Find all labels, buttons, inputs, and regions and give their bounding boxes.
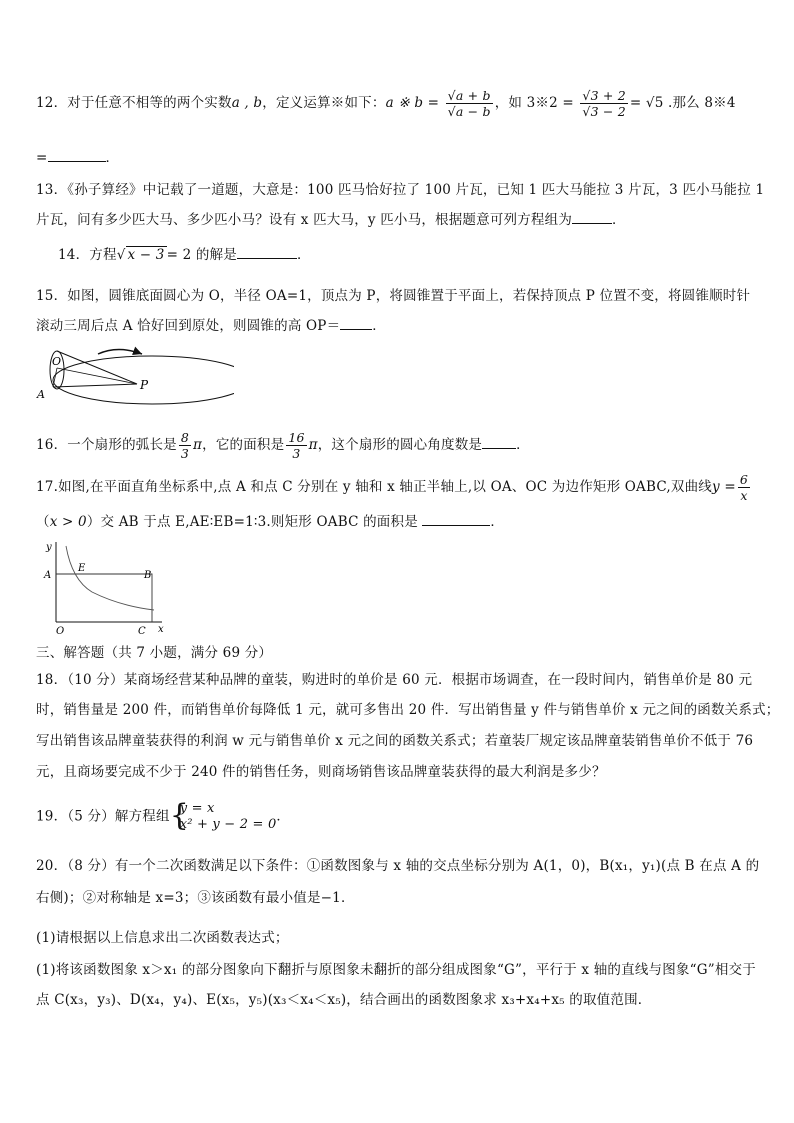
q17-function-lhs: y = (712, 479, 736, 495)
section-heading: 三、解答题（共 7 小题，满分 69 分） (36, 645, 273, 661)
cone-height-op (57, 368, 137, 384)
q12-text: 12．对于任意不相等的两个实数 (36, 95, 232, 111)
q15-end: ． (372, 318, 386, 334)
q17-end: ． (490, 514, 505, 530)
question-18-line-1: 18．（10 分）某商场经营某种品牌的童装，购进时的单价是 60 元．根据市场调查，在一段时间内，销售单价是 80 元 (36, 672, 753, 688)
point-label-e: E (78, 563, 86, 574)
cone-rolling-figure (34, 340, 234, 408)
fraction-numerator: 16 (288, 430, 305, 445)
fraction-numerator: 6 (739, 472, 749, 487)
hyperbola-curve (66, 546, 154, 610)
q12-equals: = (36, 150, 48, 166)
rectangle-hyperbola-figure (36, 538, 172, 634)
q17-hyperbola-fraction (738, 472, 750, 503)
answer-blank[interactable] (48, 161, 106, 162)
q17-text: 17.如图,在平面直角坐标系中,点 A 和点 C 分别在 y 轴和 x 轴正半轴上,以 OA、OC 为边作矩形 OABC,双曲线 (36, 479, 713, 495)
question-13-line-1: 13．《孙子算经》中记载了一道题，大意是：100 匹马恰好拉了 100 片瓦，已知 1 匹大马能拉 3 片瓦，3 匹小马能拉 1 (36, 182, 765, 198)
radical-sign: √ (116, 247, 126, 263)
q12-text: = √5 .那么 8※4 (629, 95, 736, 111)
question-19 (36, 798, 291, 833)
point-label-p: P (140, 378, 149, 392)
q14-radicand: x − 3 (127, 247, 165, 263)
point-label-a: A (44, 570, 52, 581)
question-18-line-3: 写出销售该品牌童装获得的利润 w 元与销售单价 x 元之间的函数关系式；若童装厂规定该品牌童装销售单价不低于 76 (36, 733, 754, 749)
q14-text: = 2 的解是 (166, 247, 237, 263)
rectangle-oabc (56, 574, 152, 622)
q16-end: ． (516, 437, 530, 453)
q19-end: ． (276, 808, 291, 825)
point-label-b: B (144, 570, 152, 581)
fraction-denominator: 3 (292, 446, 301, 461)
point-label-o: O (56, 626, 65, 634)
q17-text: ）交 AB 于点 E,AE∶EB=1∶3.则矩形 OABC 的面积是 (86, 514, 418, 530)
q17-condition: x > 0 (49, 514, 87, 530)
fraction-denominator: x (740, 488, 748, 503)
question-12-line-1 (36, 88, 736, 119)
fraction-denominator: √a − b (447, 104, 491, 119)
question-15-line-2 (36, 314, 386, 334)
answer-blank[interactable] (237, 258, 297, 259)
cone-edge-top (57, 351, 137, 384)
point-label-a: A (37, 388, 45, 401)
q19-text: 19．（5 分）解方程组 (36, 808, 170, 825)
equation-1: y = x (179, 801, 215, 816)
answer-blank[interactable] (572, 223, 612, 224)
pi-symbol: π (308, 437, 318, 453)
question-17-line-1 (36, 472, 752, 503)
q12-text: ，定义运算※如下： (262, 95, 386, 111)
axis-label-x: x (158, 624, 164, 634)
brace-symbol: { (169, 798, 190, 833)
q12-fraction-example (580, 88, 628, 119)
answer-blank[interactable] (422, 525, 490, 526)
q12-operation-lhs: a ※ b = (385, 95, 440, 111)
question-20-line-1: 20．（8 分）有一个二次函数满足以下条件：①函数图象与 x 轴的交点坐标分别为 A(1，0)，B(x₁，y₁)(点 B 在点 A 的 (36, 858, 760, 874)
equation-2: x² + y − 2 = 0 (179, 817, 277, 832)
q14-text: 14．方程 (58, 247, 117, 263)
q16-arc-length-fraction (179, 430, 191, 461)
q14-end: ． (297, 247, 311, 263)
question-15-line-1: 15．如图，圆锥底面圆心为 O，半径 OA=1，顶点为 P，将圆锥置于平面上，若保持顶点 P 位置不变，将圆锥顺时针 (36, 288, 751, 304)
fraction-numerator: 8 (180, 430, 190, 445)
question-20-part-2-line-1: (1)将该函数图象 x＞x₁ 的部分图象向下翻折与原图象未翻折的部分组成图象“G”，平行于 x 轴的直线与图象“G”相交于 (36, 962, 756, 978)
q12-variables: a , b (231, 95, 263, 111)
q15-text: 滚动三周后点 A 恰好回到原处，则圆锥的高 OP＝ (36, 318, 341, 334)
question-20-part-1: (1)请根据以上信息求出二次函数表达式； (36, 930, 289, 946)
q16-text: 16．一个扇形的弧长是 (36, 437, 177, 453)
cone-edge-bottom (53, 384, 137, 387)
fraction-numerator: √3 + 2 (582, 88, 626, 103)
q12-example-text: ，如 3※2 = (494, 95, 574, 111)
q19-equation-system (169, 798, 277, 833)
question-14 (58, 243, 311, 263)
q16-area-fraction (286, 430, 306, 461)
question-18-line-2: 时，销售量是 200 件，而销售单价每降低 1 元，就可多售出 20 件．写出销售量 y 件与销售单价 x 元之间的函数关系式； (36, 702, 780, 718)
fraction-denominator: √3 − 2 (582, 104, 626, 119)
axis-label-y: y (46, 542, 52, 553)
q16-text: ，这个扇形的圆心角度数是 (317, 437, 483, 453)
q13-text: 片瓦，问有多少匹大马、多少匹小马？设有 x 匹大马，y 匹小马，根据题意可列方程组为 (36, 212, 573, 228)
fraction-denominator: 3 (180, 446, 190, 461)
question-12-line-2 (36, 146, 119, 166)
question-13-line-2 (36, 208, 626, 228)
q16-text: ，它的面积是 (202, 437, 285, 453)
answer-blank[interactable] (340, 329, 372, 330)
question-20-line-2: 右侧)；②对称轴是 x=3；③该函数有最小值是−1． (36, 890, 355, 906)
q12-end: ． (105, 150, 120, 166)
point-label-o: O (52, 355, 62, 368)
q12-fraction-definition (446, 88, 493, 119)
pi-symbol: π (193, 437, 203, 453)
question-16 (36, 430, 530, 461)
question-17-line-2 (36, 510, 504, 530)
point-label-c: C (138, 626, 146, 634)
question-18-line-4: 元，且商场要完成不少于 240 件的销售任务，则商场销售该品牌童装获得的最大利润是多少？ (36, 764, 606, 780)
answer-blank[interactable] (482, 448, 516, 449)
q13-end: ． (612, 212, 626, 228)
rotation-arrow-icon (98, 350, 142, 355)
fraction-numerator: √a + b (447, 88, 491, 103)
question-20-part-2-line-2: 点 C(x₃，y₃)、D(x₄，y₄)、E(x₅，y₅)(x₃＜x₄＜x₅)，结合画出的函数图象求 x₃+x₄+x₅ 的取值范围． (36, 992, 652, 1008)
q17-text: （ (36, 514, 50, 530)
